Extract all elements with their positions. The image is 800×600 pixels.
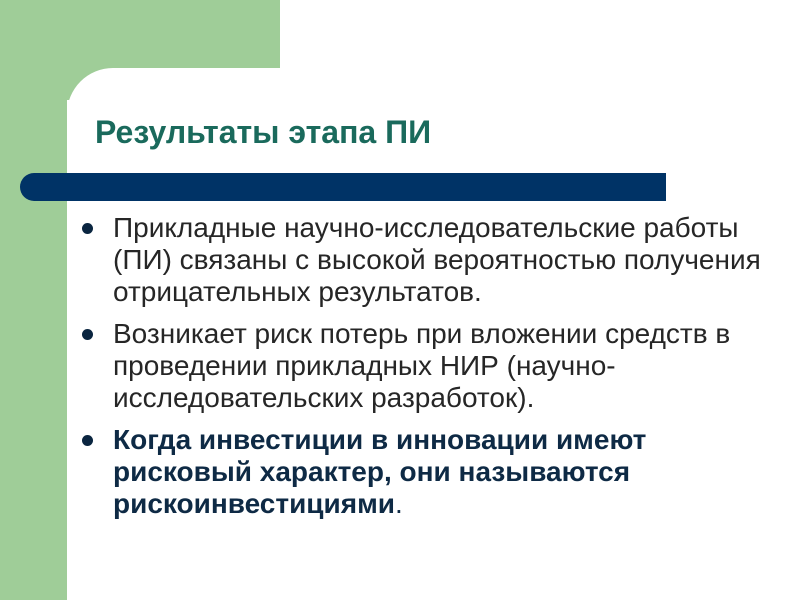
bullet-tail-text: . bbox=[395, 488, 403, 519]
bullet-text: Возникает риск потерь при вложении средств в проведении прикладных НИР (научно-исследовательских разработок). bbox=[113, 318, 731, 413]
bullet-item-applied-research bbox=[82, 212, 762, 308]
bullet-dot-icon bbox=[82, 435, 93, 446]
slide-title: Результаты этапа ПИ bbox=[95, 114, 432, 150]
title-underline-bar bbox=[20, 173, 666, 201]
bullet-list bbox=[82, 212, 762, 530]
bullet-text: Прикладные научно-исследовательские работы (ПИ) связаны с высокой вероятностью получения отрицательных результатов. bbox=[113, 212, 761, 307]
bullet-item-investment-risk bbox=[82, 318, 762, 414]
bullet-dot-icon bbox=[82, 329, 93, 340]
bullet-bold-text: Когда инвестиции в инновации имеют рисковый характер, они называются рискоинвестициями bbox=[113, 424, 647, 519]
bullet-text bbox=[113, 424, 762, 520]
bullet-dot-icon bbox=[82, 223, 93, 234]
bullet-item-risk-investment-definition bbox=[82, 424, 762, 520]
